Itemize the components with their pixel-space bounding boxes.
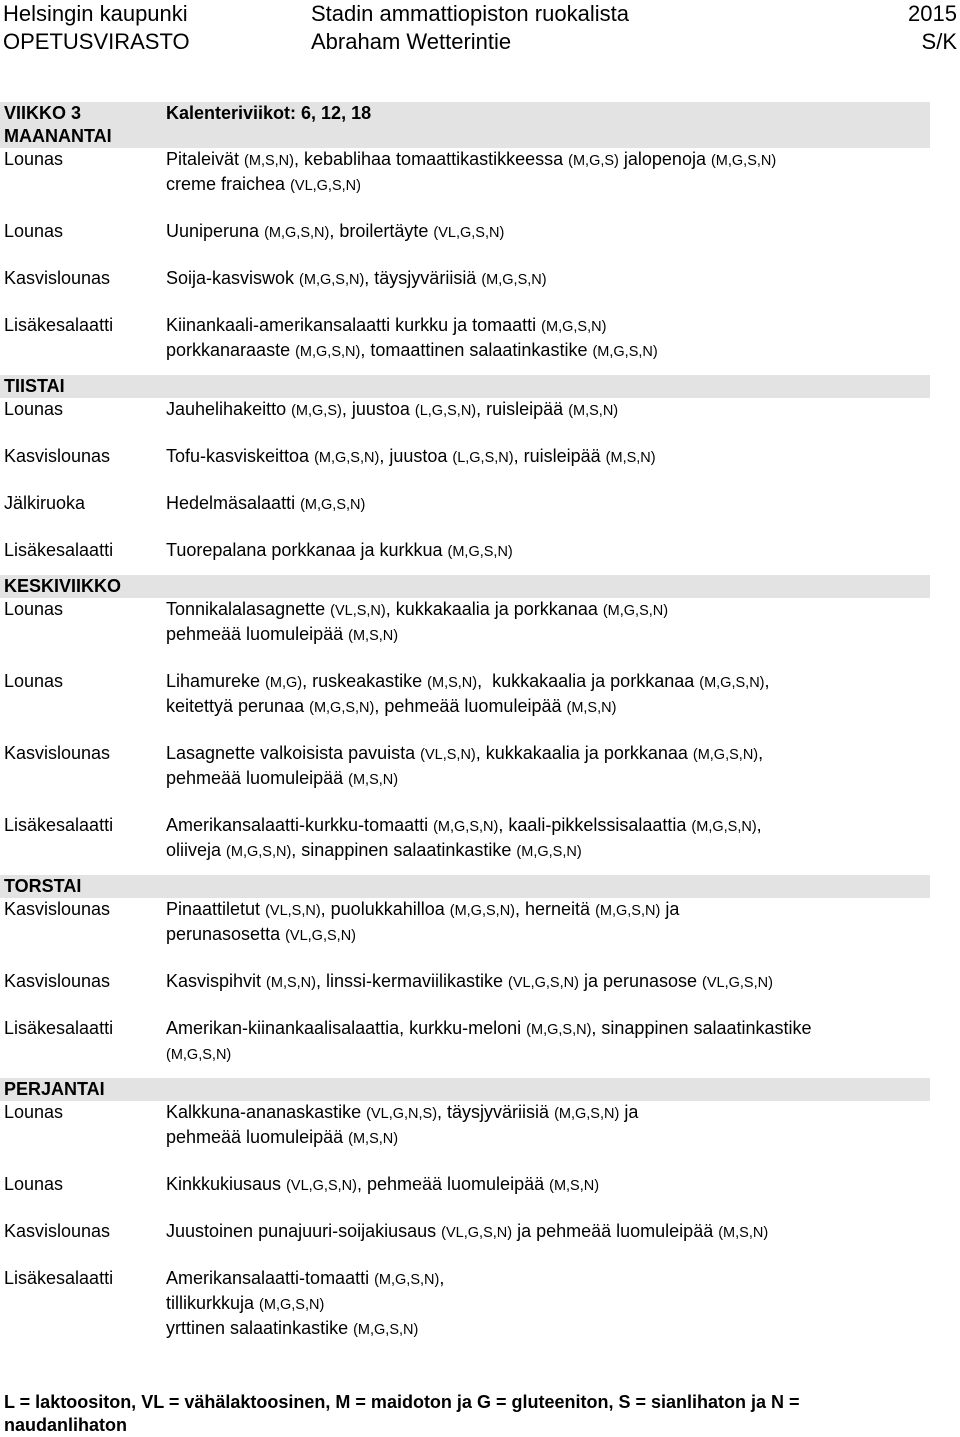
dish-text: , linssi-kermaviilikastike (315, 971, 509, 991)
dish-text: Tuorepalana porkkanaa ja kurkkua (166, 540, 448, 560)
meal-category: Lisäkesalaatti (4, 540, 114, 560)
dish-text: , (764, 671, 770, 691)
allergen-code: (M,G,S) (291, 403, 342, 419)
dish-line (166, 398, 960, 423)
header-season: S/K (921, 29, 957, 54)
header-organization (3, 0, 190, 56)
header-period (908, 0, 957, 56)
allergen-code: (VL,G,N,S) (366, 1106, 438, 1122)
day-header: KESKIVIIKKO (0, 575, 930, 598)
dish-text: Pitaleivät (166, 149, 245, 169)
dish-text: , täysjyväriisiä (437, 1102, 555, 1122)
meal-category: Lounas (4, 1102, 64, 1122)
menu-row (0, 814, 960, 864)
allergen-code: (M,G,S,N) (592, 344, 658, 360)
dish-text: , puolukkahilloa (320, 899, 450, 919)
dish-line (166, 148, 960, 173)
allergen-code: (M,S,N) (427, 675, 478, 691)
dish-text: , broilertäyte (329, 221, 434, 241)
allergen-code: (M,G,S) (568, 153, 619, 169)
menu-row (0, 445, 960, 470)
dish-text: pehmeää luomuleipää (166, 768, 349, 788)
allergen-code: (L,G,S,N) (414, 403, 477, 419)
dish-line (166, 970, 960, 995)
menu-row (0, 898, 960, 948)
meal-category: Lounas (4, 599, 64, 619)
dish-text: Kinkkukiusaus (166, 1174, 287, 1194)
dish-text: , sinappinen salaatinkastike (591, 1018, 812, 1038)
allergen-code: (M,G,S,N) (691, 819, 757, 835)
allergen-code: (M,G,S,N) (541, 319, 607, 335)
dish-description (166, 598, 960, 648)
meal-category: Lounas (4, 671, 64, 691)
dish-line (166, 539, 960, 564)
dish-line (166, 670, 960, 695)
allergen-code: (VL,S,N) (265, 903, 321, 919)
meal-category: Lisäkesalaatti (4, 815, 114, 835)
allergen-code: (M,G,S,N) (447, 544, 513, 560)
dish-description (166, 445, 960, 470)
allergen-code: (M,G,S,N) (449, 903, 515, 919)
dish-text: ja perunasose (578, 971, 703, 991)
dish-text: , (758, 743, 764, 763)
dish-text: , juustoa (379, 446, 453, 466)
dish-line (166, 1101, 960, 1126)
meal-category: Jälkiruoka (4, 493, 86, 513)
dish-text: Tonnikalalasagnette (166, 599, 331, 619)
dish-text: tillikurkkuja (166, 1293, 260, 1313)
dish-text: Amerikan-kiinankaalisalaattia, kurkku-meloni (166, 1018, 527, 1038)
allergen-code: (M,S,N) (348, 772, 399, 788)
menu-row (0, 148, 960, 198)
allergen-code: (M,G,S,N) (226, 844, 292, 860)
allergen-code: (L,G,S,N) (452, 450, 514, 466)
allergen-code: (M,G,S,N) (299, 272, 365, 288)
dish-text: Pinaattiletut (166, 899, 266, 919)
allergen-code: (VL,G,S,N) (285, 928, 356, 944)
dish-line (166, 339, 960, 364)
dish-line (166, 839, 960, 864)
dish-text: , herneitä (515, 899, 596, 919)
dish-text: , täysjyväriisiä (364, 268, 482, 288)
dish-description (166, 1220, 960, 1245)
dish-text: Kalkkuna-ananaskastike (166, 1102, 367, 1122)
allergen-code: (M,G,S,N) (602, 603, 669, 619)
allergen-code: (VL,S,N) (330, 603, 386, 619)
dish-line (166, 445, 960, 470)
allergen-code: (M,G,S,N) (300, 497, 366, 513)
allergen-code: (M,G,S,N) (699, 675, 765, 691)
dish-text: pehmeää luomuleipää (166, 1127, 349, 1147)
meal-category: Lisäkesalaatti (4, 315, 114, 335)
dish-text: , kebablihaa tomaattikastikkeessa (293, 149, 569, 169)
meal-category: Lounas (4, 221, 64, 241)
dish-line (166, 598, 960, 623)
dish-text: Uuniperuna (166, 221, 265, 241)
allergen-code: (M,S,N) (244, 153, 294, 169)
allergen-code: (M,S,N) (348, 1131, 399, 1147)
allergen-code: (M,G,S,N) (259, 1297, 325, 1313)
dish-text: Jauhelihakeitto (166, 399, 292, 419)
dish-text: Lasagnette valkoisista pavuista (166, 743, 421, 763)
dish-text: Lihamureke (166, 671, 266, 691)
dish-text: Tofu-kasviskeittoa (166, 446, 315, 466)
dish-text: jalopenoja (618, 149, 711, 169)
dish-line (166, 1126, 960, 1151)
header-address: Abraham Wetterintie (311, 29, 512, 54)
dish-line (166, 695, 960, 720)
dish-text: keitettyä perunaa (166, 696, 310, 716)
dish-text: , tomaattinen salaatinkastike (360, 340, 593, 360)
dish-description (166, 1173, 960, 1198)
meal-category: Lounas (4, 399, 64, 419)
day-header: MAANANTAI (0, 125, 930, 148)
meal-category: Kasvislounas (4, 1221, 111, 1241)
allergen-code: (VL,G,S,N) (508, 975, 579, 991)
dish-text: , juustoa (341, 399, 415, 419)
allergen-code: (VL,G,S,N) (433, 225, 505, 241)
meal-category: Kasvislounas (4, 446, 111, 466)
day-header: PERJANTAI (0, 1078, 930, 1101)
dish-line (166, 220, 960, 245)
allergen-code: (M,G,S,N) (595, 903, 661, 919)
meal-category: Kasvislounas (4, 971, 111, 991)
allergen-code: (M,G) (265, 675, 303, 691)
meal-category: Lisäkesalaatti (4, 1268, 114, 1288)
menu-row (0, 1101, 960, 1151)
dish-line (166, 492, 960, 517)
header-location (311, 0, 629, 56)
document-header (0, 0, 960, 56)
dish-text: Amerikansalaatti-tomaatti (166, 1268, 375, 1288)
dish-line (166, 1292, 960, 1317)
dish-text: , kukkakaalia ja porkkanaa (385, 599, 603, 619)
menu-row (0, 670, 960, 720)
dish-text: ja (660, 899, 680, 919)
dish-line (166, 898, 960, 923)
legend-line-1: L = laktoositon, VL = vähälaktoosinen, M = maidoton ja G = gluteeniton, S = sianlihaton ja N = (4, 1392, 800, 1412)
legend-line-2: naudanlihaton (4, 1415, 127, 1435)
dish-text: pehmeää luomuleipää (166, 624, 349, 644)
header-city: Helsingin kaupunki (3, 1, 188, 26)
allergen-code: (VL,G,S,N) (441, 1225, 513, 1241)
dish-description (166, 398, 960, 423)
menu-row (0, 742, 960, 792)
dish-text: Kasvispihvit (166, 971, 267, 991)
dish-text: , kukkakaalia ja porkkanaa (475, 743, 693, 763)
dish-text: , ruskeakastike (302, 671, 428, 691)
dish-text: Soija-kasviswok (166, 268, 300, 288)
dish-description (166, 670, 960, 720)
calendar-weeks: Kalenteriviikot: 6, 12, 18 (166, 103, 372, 123)
menu-row (0, 1173, 960, 1198)
dish-text: ja pehmeää luomuleipää (512, 1221, 719, 1241)
menu-row (0, 539, 960, 564)
dish-text: , pehmeää luomuleipää (374, 696, 567, 716)
dish-text: , (756, 815, 762, 835)
allergen-code: (M,S,N) (605, 450, 656, 466)
allergen-code: (M,S,N) (566, 700, 617, 716)
dish-line (166, 314, 960, 339)
allergen-code: (M,S,N) (568, 403, 619, 419)
dish-description (166, 148, 960, 198)
meal-category: Lounas (4, 149, 64, 169)
day-header: TORSTAI (0, 875, 930, 898)
menu-row (0, 314, 960, 364)
dish-text: Juustoinen punajuuri-soijakiusaus (166, 1221, 442, 1241)
allergen-code: (M,S,N) (348, 628, 399, 644)
menu-row (0, 598, 960, 648)
allergen-code: (VL,G,S,N) (286, 1178, 357, 1194)
allergen-code: (M,G,S,N) (554, 1106, 620, 1122)
menu-row (0, 267, 960, 292)
dish-line (166, 1317, 960, 1342)
dish-line (166, 1017, 960, 1042)
menu-row (0, 970, 960, 995)
menu-row (0, 1220, 960, 1245)
dish-text: yrttinen salaatinkastike (166, 1318, 354, 1338)
meal-category: Kasvislounas (4, 743, 111, 763)
dish-line (166, 1267, 960, 1292)
allergen-code: (VL,G,S,N) (290, 178, 361, 194)
header-department: OPETUSVIRASTO (3, 29, 190, 54)
weekly-menu (0, 102, 960, 1342)
dish-text: Hedelmäsalaatti (166, 493, 301, 513)
dish-line (166, 1042, 960, 1067)
meal-category: Lounas (4, 1174, 64, 1194)
meal-category: Lisäkesalaatti (4, 1018, 114, 1038)
dish-line (166, 814, 960, 839)
allergen-code: (M,G,S,N) (710, 153, 777, 169)
dish-text: Amerikansalaatti-kurkku-tomaatti (166, 815, 434, 835)
meal-category: Kasvislounas (4, 268, 111, 288)
menu-row (0, 1017, 960, 1067)
dish-description (166, 898, 960, 948)
dish-text: ja (619, 1102, 639, 1122)
dish-text: , pehmeää luomuleipää (356, 1174, 550, 1194)
dish-text: perunasosetta (166, 924, 286, 944)
week-header-row (0, 102, 930, 125)
dish-text: , kukkakaalia ja porkkanaa (477, 671, 700, 691)
dish-description (166, 1017, 960, 1067)
dish-description (166, 492, 960, 517)
dish-text: , ruisleipää (476, 399, 569, 419)
allergen-code: (M,G,S,N) (692, 747, 759, 763)
dish-description (166, 1101, 960, 1151)
dish-description (166, 970, 960, 995)
allergen-code: (M,G,S,N) (481, 272, 547, 288)
meal-category: Kasvislounas (4, 899, 111, 919)
dish-text: oliiveja (166, 840, 227, 860)
dish-description (166, 742, 960, 792)
dish-line (166, 767, 960, 792)
allergen-code: (M,G,S,N) (526, 1022, 592, 1038)
header-menu-title: Stadin ammattiopiston ruokalista (311, 1, 629, 26)
day-header: TIISTAI (0, 375, 930, 398)
dish-text: , ruisleipää (513, 446, 606, 466)
header-year: 2015 (908, 1, 957, 26)
dish-description (166, 220, 960, 245)
allergen-code: (M,G,S,N) (433, 819, 499, 835)
dish-line (166, 267, 960, 292)
menu-row (0, 220, 960, 245)
dish-description (166, 314, 960, 364)
dish-description (166, 1267, 960, 1342)
allergen-legend (4, 1391, 924, 1437)
dish-line (166, 623, 960, 648)
dish-line (166, 1220, 960, 1245)
menu-row (0, 492, 960, 517)
allergen-code: (M,G,S,N) (374, 1272, 440, 1288)
allergen-code: (M,G,S,N) (516, 844, 582, 860)
allergen-code: (VL,S,N) (420, 747, 476, 763)
allergen-code: (M,G,S,N) (166, 1047, 232, 1063)
allergen-code: (M,G,S,N) (295, 344, 361, 360)
allergen-code: (M,G,S,N) (353, 1322, 419, 1338)
menu-row (0, 398, 960, 423)
dish-line (166, 173, 960, 198)
dish-text: creme fraichea (166, 174, 291, 194)
dish-line (166, 742, 960, 767)
allergen-code: (M,G,S,N) (309, 700, 375, 716)
allergen-code: (M,S,N) (718, 1225, 769, 1241)
dish-description (166, 267, 960, 292)
dish-text: , kaali-pikkelssisalaattia (498, 815, 692, 835)
menu-row (0, 1267, 960, 1342)
dish-text: , sinappinen salaatinkastike (291, 840, 517, 860)
dish-line (166, 1173, 960, 1198)
allergen-code: (VL,G,S,N) (702, 975, 773, 991)
dish-description (166, 539, 960, 564)
dish-line (166, 923, 960, 948)
dish-description (166, 814, 960, 864)
allergen-code: (M,G,S,N) (264, 225, 330, 241)
dish-text: porkkanaraaste (166, 340, 296, 360)
dish-text: , (439, 1268, 445, 1288)
dish-text: Kiinankaali-amerikansalaatti kurkku ja tomaatti (166, 315, 542, 335)
week-label: VIIKKO 3 (4, 103, 82, 123)
allergen-code: (M,G,S,N) (314, 450, 380, 466)
allergen-code: (M,S,N) (266, 975, 316, 991)
allergen-code: (M,S,N) (549, 1178, 600, 1194)
